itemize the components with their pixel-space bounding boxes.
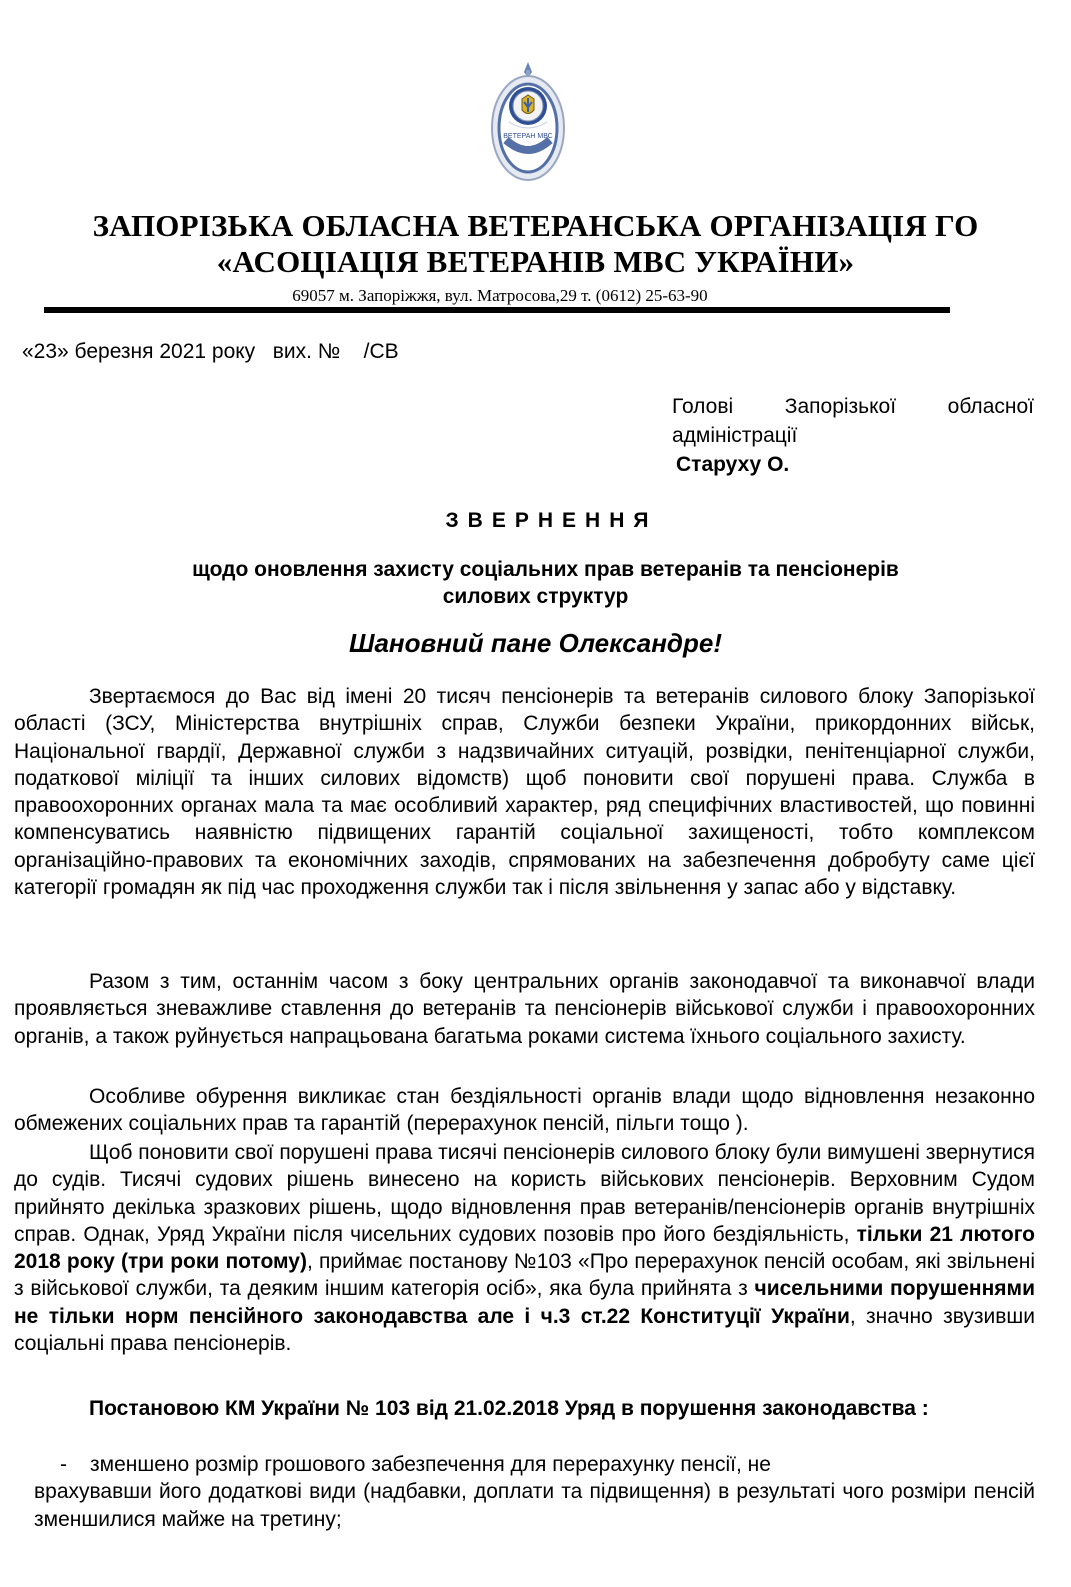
greeting: Шановний пане Олександре!	[348, 628, 722, 658]
list-item	[34, 1451, 1035, 1533]
list-dash: -	[60, 1453, 67, 1476]
svg-text:ВЕТЕРАН МВС: ВЕТЕРАН МВС	[503, 133, 553, 140]
organization-address: 69057 м. Запоріжжя, вул. Матросова,29 т. (0612) 25-63-90	[292, 286, 708, 305]
list-item-line: зменшено розмір грошового забезпечення для перерахунку пенсії, не	[90, 1453, 771, 1476]
emphasis-text: чисельними порушеннями не тільки норм пенсійного законодавства але і ч.3 ст.22 Конституції України	[14, 1277, 1035, 1328]
recipient-title-line2: адміністрації	[672, 424, 798, 447]
document-heading: ЗВЕРНЕННЯ	[445, 509, 658, 532]
recipient-title-line	[672, 395, 1034, 419]
organization-name-line2: «АСОЦІАЦІЯ ВЕТЕРАНІВ МВС УКРАЇНИ»	[216, 244, 855, 279]
document-subject-line2: силових структур	[442, 585, 629, 608]
emphasis-text: тільки 21 лютого 2018 року (три роки потому)	[14, 1222, 1035, 1274]
list-item-text: врахувавши його додаткові види (надбавки, доплати та підвищення) в результаті чого розміри пенсій зменшилися майже на третину;	[34, 1480, 1035, 1531]
recipient-word: обласної	[947, 395, 1034, 418]
header-divider	[44, 307, 950, 313]
body-paragraph-bold	[14, 1395, 1035, 1422]
recipient-word: Запорізької	[784, 395, 897, 418]
body-paragraph: Особливе обурення викликає стан бездіяльності органів влади щодо відновлення незаконно обмежених соціальних прав та гарантій (перерахунок пенсій, пільги тощо ).	[14, 1085, 1035, 1136]
document-subject-line1: щодо оновлення захисту соціальних прав ветеранів та пенсіонерів	[192, 558, 899, 581]
body-paragraph: Разом з тим, останнім часом з боку центральних органів законодавчої та виконавчої влади проявляється зневажливе ставлення до ветеранів та пенсіонерів військової служби і правоохоронних органів, а також руйнується напрацьована багатьма роками система їхнього соціального захисту.	[14, 970, 1035, 1048]
body-paragraph: Звертаємося до Вас від імені 20 тисяч пенсіонерів та ветеранів силового блоку Запорізької області (ЗСУ, Міністерства внутрішніх справ, Служби безпеки України, прикордонних військ, Національної гвардії, Державної служби з надзвичайних ситуацій, розвідки, пенітенціарної служби, податкової міліції та інших силових відомств) щоб поновити свої порушені права. Служба в правоохоронних органах мала та має особливий характер, ряд специфічних властивостей, що повинні компенсуватись наявністю підвищених гарантій соціальної захищеності, тобто комплексом організаційно-правових та економічних заходів, спрямованих на забезпечення добробуту саме цієї категорії громадян як під час проходження служби так і після звільнення у запас або у відставку.	[14, 685, 1035, 900]
date-and-outgoing-number: «23» березня 2021 року вих. № /СВ	[22, 340, 399, 363]
paragraph-text: , значно звузивши соціальні права пенсіонерів.	[14, 1304, 1035, 1356]
police-veterans-emblem-icon	[489, 60, 567, 188]
emphasis-text: Постановою КМ України № 103 від 21.02.2018 Уряд в порушення законодавства :	[89, 1397, 929, 1420]
organization-name-line1: ЗАПОРІЗЬКА ОБЛАСНА ВЕТЕРАНСЬКА ОРГАНІЗАЦІЯ ГО	[92, 208, 979, 243]
paragraph-text: Щоб поновити свої порушені права тисячі пенсіонерів силового блоку були вимушені звернутися до судів. Тисячі судових рішень винесено на користь військових пенсіонерів. Верховним Судом прийнято декілька зразкових рішень, щодо відновлення прав ветеранів/пенсіонерів органів внутрішніх справ. Однак, Уряд України після чисельних судових позовів про його бездіяльність,	[14, 1141, 1035, 1246]
body-paragraph	[14, 1139, 1035, 1357]
recipient-word: Голові	[672, 395, 734, 418]
recipient-name: Старуху О.	[676, 453, 790, 476]
paragraph-text: , приймає постанову №103 «Про перерахунок пенсій особам, які звільнені з військової служби, та деяким іншим категорія осіб», яка була прийнята з	[14, 1250, 1036, 1301]
